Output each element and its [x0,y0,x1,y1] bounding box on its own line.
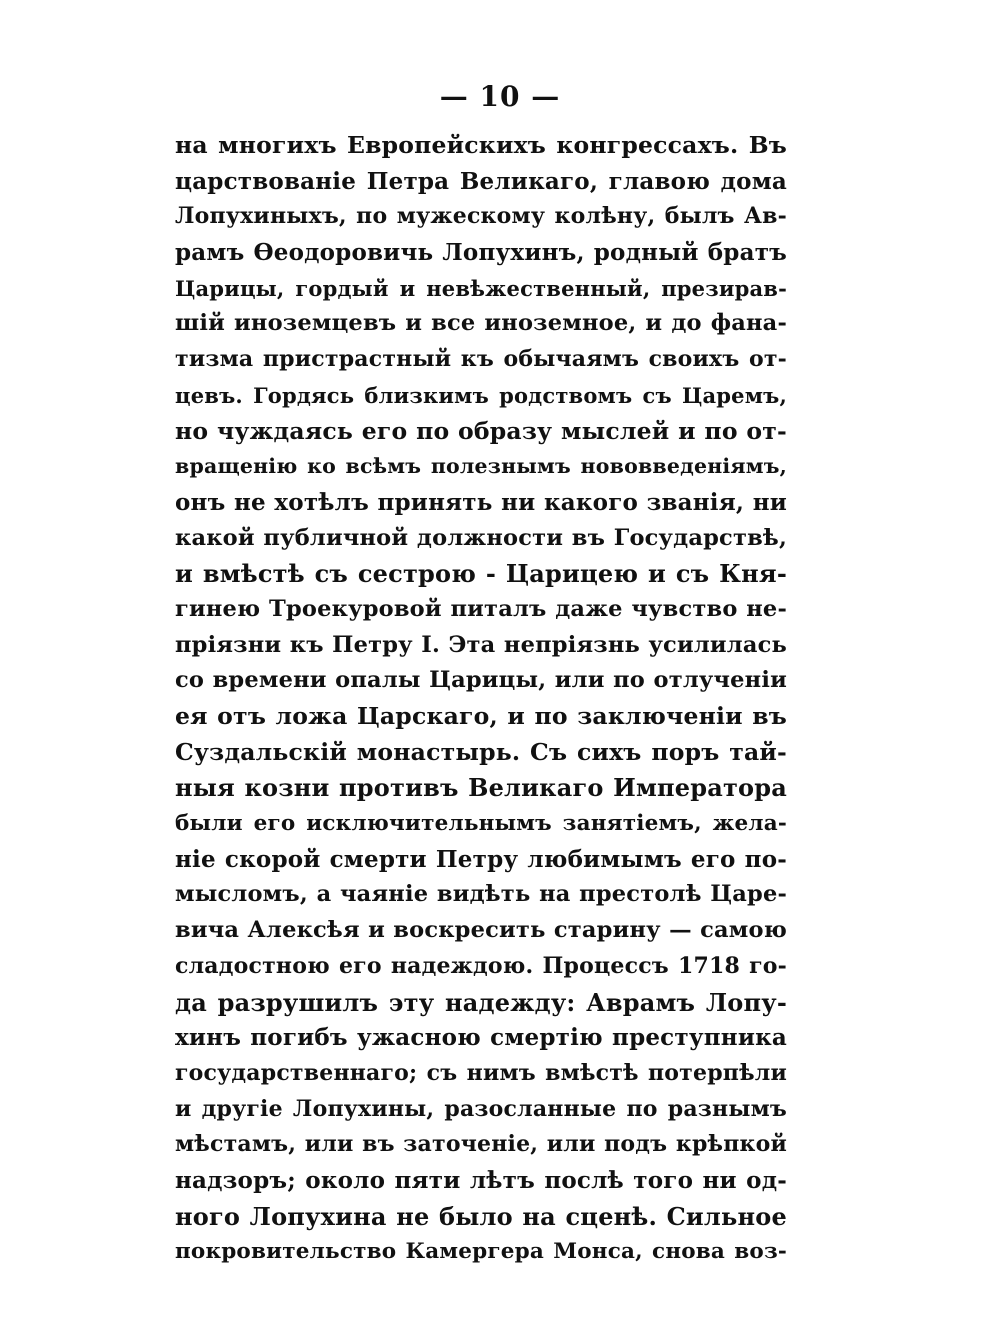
text-line: Лопухиныхъ, по мужескому колѣну, былъ Ав- [175,203,787,230]
text-line: покровительство Камергера Монса, снова воз- [175,1239,787,1265]
text-line: государственнаго; съ нимъ вмѣстѣ потерпѣли [175,1059,787,1086]
text-line: тизма пристрастный къ обычаямъ своихъ от- [175,346,787,373]
text-line: царствованіе Петра Великаго, главою дома [175,167,787,195]
text-line: надзоръ; около пяти лѣтъ послѣ того ни од- [175,1166,787,1194]
text-line: онъ не хотѣлъ принять ни какого званія, ни [175,488,787,516]
text-line: пріязни къ Петру I. Эта непріязнь усилилась [175,631,787,658]
text-line: Суздальскій монастырь. Съ сихъ поръ тай- [175,737,787,766]
text-line: ного Лопухина не было на сценѣ. Сильное [175,1201,787,1231]
text-line: мѣстамъ, или въ заточеніе, или подъ крѣпкой [175,1131,787,1158]
text-line: ея отъ ложа Царскаго, и по заключеніи въ [175,702,787,730]
text-line: ныя козни противъ Великаго Императора [175,773,787,803]
text-line: рамъ Ѳеодоровичь Лопухинъ, родный братъ [175,239,787,267]
text-line: какой публичной должности въ Государствѣ, [175,524,787,551]
text-line: на многихъ Европейскихъ конгрессахъ. Въ [175,131,787,159]
text-line: были его исключительнымъ занятіемъ, жела- [175,811,787,837]
text-line: и вмѣстѣ съ сестрою - Царицею и съ Кня- [175,559,787,589]
text-line: Царицы, гордый и невѣжественный, презирав- [175,275,787,301]
text-line: и другіе Лопухины, разосланные по разнымъ [175,1095,787,1122]
text-line: со времени опалы Царицы, или по отлученіи [175,667,787,694]
text-line: ніе скорой смерти Петру любимымъ его по- [175,845,787,873]
text-line: сладостною его надеждою. Процессъ 1718 го- [175,952,787,979]
text-line: хинъ погибъ ужасною смертію преступника [175,1024,787,1052]
text-line: цевъ. Гордясь близкимъ родствомъ съ Царемъ, [175,382,787,408]
text-line: да разрушилъ эту надежду: Аврамъ Лопу- [175,987,787,1017]
text-line: но чуждаясь его по образу мыслей и по от- [175,416,787,445]
page-number: — 10 — [439,80,561,113]
text-line: мысломъ, а чаяніе видѣть на престолѣ Царе- [175,881,787,908]
body-text [175,128,787,1270]
text-line: шій иноземцевъ и все иноземное, и до фана- [175,310,787,337]
text-line: гинею Троекуровой питалъ даже чувство не- [175,595,787,622]
text-line: вича Алексѣя и воскресить старину — самою [175,917,787,944]
text-line: вращенію ко всѣмъ полезнымъ нововведеніямъ, [175,454,787,479]
